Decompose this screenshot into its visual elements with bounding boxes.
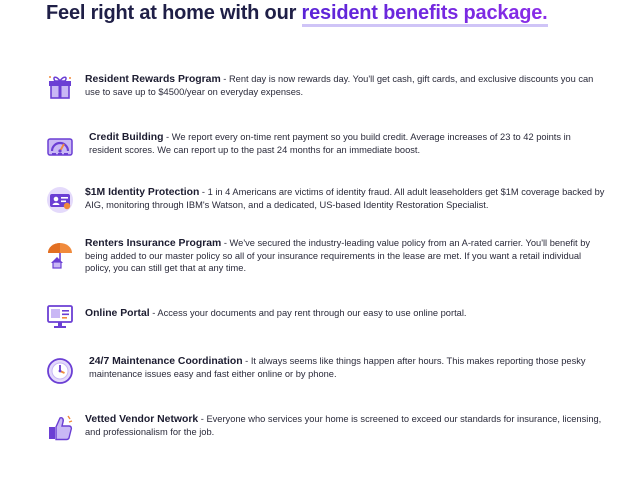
headline-text: Feel right at home with our [46,2,302,24]
page-headline [46,2,548,25]
gift-icon [46,73,74,101]
benefit-title: Renters Insurance Program [85,238,222,249]
benefit-title: $1M Identity Protection [85,187,200,198]
benefit-description: 1 in 4 Americans are victims of identity fraud. All adult leaseholders get $1M coverage backed by AIG, monitoring through IBM's Watson, and a dedicated, US-based Identity Restoration Specialist. [85,187,605,210]
headline-accent: resident benefits package. [302,2,548,27]
benefit-text: $1M Identity Protection - 1 in 4 Americans are victims of identity fraud. All adult leaseholders get $1M coverage backed by AIG, monitoring through IBM's Watson, and a dedicated, US-based Identity Restoration Specialist. [85,187,605,210]
benefit-description: Access your documents and pay rent through our easy to use online portal. [157,308,467,318]
benefit-description: It always seems like things happen after hours. This makes reporting those pesky maintenance issues easy and fast either online or by phone. [89,356,586,379]
monitor-portal-icon [46,302,74,330]
benefit-description: We've secured the industry-leading value policy from an A-rated carrier. You'll benefit by being added to our master policy so all of your insurance requirements in the lease are met. If you want a retail individual policy, you can still get that at any time. [85,238,591,273]
benefit-text: Resident Rewards Program - Rent day is now rewards day. You'll get cash, gift cards, and exclusive discounts you can use to save up to $4500/year on everyday expenses. [85,74,594,97]
benefit-description: Everyone who services your home is screened to exceed our standards for insurance, licensing, and professionalism for the job. [85,414,602,437]
benefit-title: Resident Rewards Program [85,74,221,85]
thumbs-up-icon [46,414,74,442]
benefit-text: 24/7 Maintenance Coordination - It always seems like things happen after hours. This makes reporting those pesky maintenance issues easy and fast either online or by phone. [89,356,586,379]
benefit-title: 24/7 Maintenance Coordination [89,356,243,367]
benefit-text: Credit Building - We report every on-time rent payment so you build credit. Average increases of 23 to 42 points in resident scores. We can report up to the past 24 months for an immediate boost. [89,132,571,155]
credit-gauge-icon [46,131,74,159]
benefit-description: Rent day is now rewards day. You'll get cash, gift cards, and exclusive discounts you can use to save up to $4500/year on everyday expenses. [85,74,594,97]
benefit-text: Online Portal - Access your documents and pay rent through our easy to use online portal. [85,308,467,319]
benefit-description: We report every on-time rent payment so you build credit. Average increases of 23 to 42 points in resident scores. We can report up to the past 24 months for an immediate boost. [89,132,571,155]
identity-card-icon [46,186,74,214]
benefit-text: Vetted Vendor Network - Everyone who services your home is screened to exceed our standards for insurance, licensing, and professionalism for the job. [85,414,602,437]
benefit-text: Renters Insurance Program - We've secured the industry-leading value policy from an A-rated carrier. You'll benefit by being added to our master policy so all of your insurance requirements in the lease are met. If you want a retail individual policy, you can still get that at any time. [85,238,591,273]
benefit-title: Online Portal [85,308,150,319]
clock-icon [46,357,74,385]
benefit-title: Vetted Vendor Network [85,414,199,425]
benefit-title: Credit Building [89,132,164,143]
umbrella-house-icon [46,241,74,269]
